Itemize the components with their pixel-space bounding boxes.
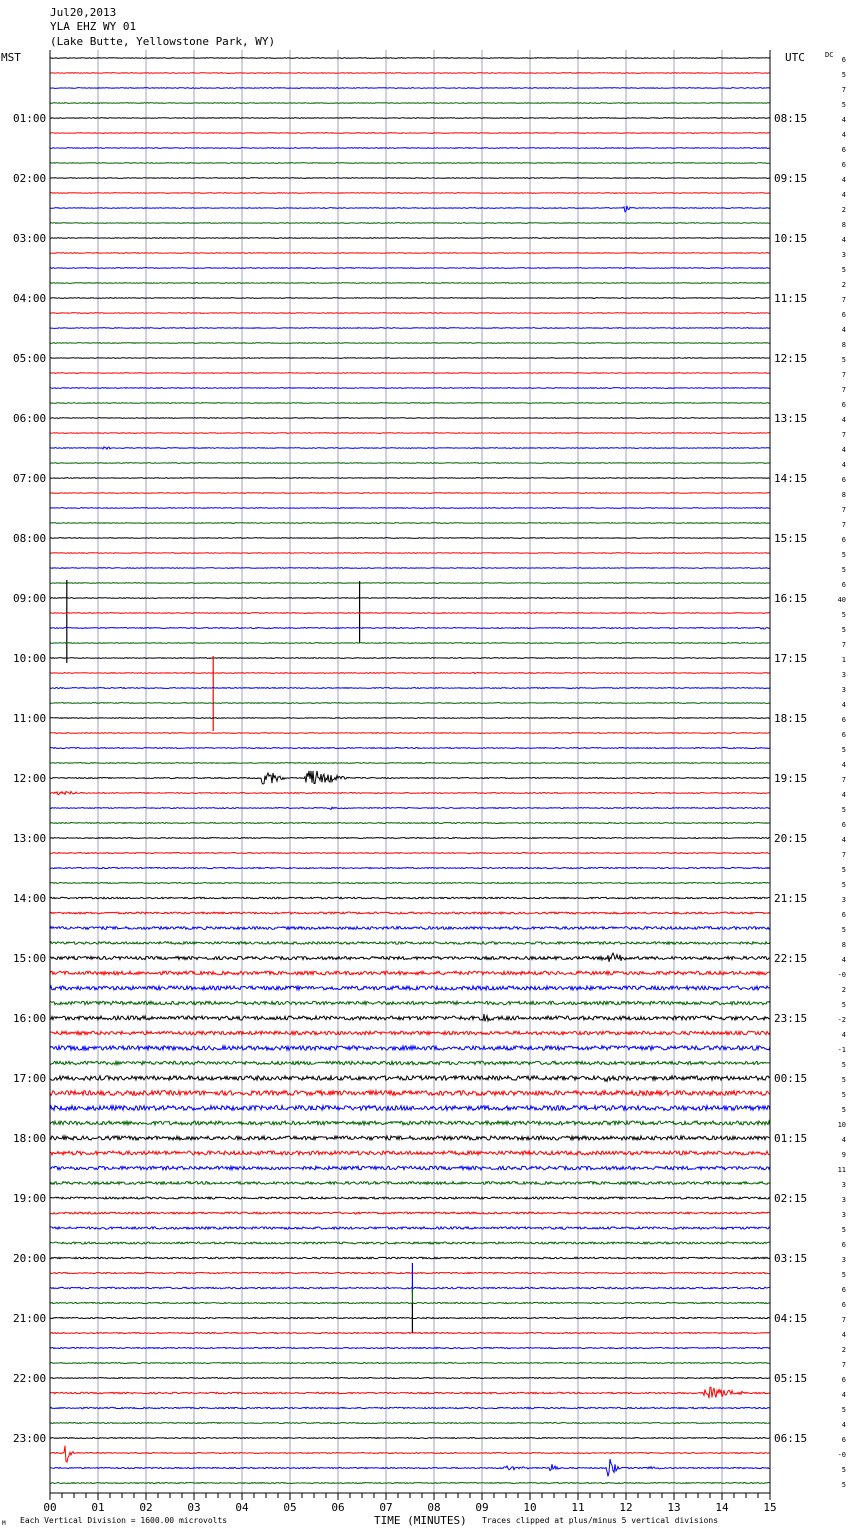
trace-line	[50, 328, 770, 329]
dc-value: 7	[841, 1316, 846, 1324]
trace-line	[50, 598, 770, 599]
trace-line	[50, 193, 770, 194]
trace-line	[50, 1317, 770, 1318]
trace-line	[50, 1446, 770, 1462]
dc-value: 4	[841, 461, 846, 469]
trace-line	[50, 1459, 770, 1476]
dc-value: 3	[841, 686, 846, 694]
right-time-label: 14:15	[774, 472, 808, 485]
right-time-label: 15:15	[774, 532, 808, 545]
dc-value: 6	[841, 1436, 846, 1444]
trace-line	[50, 538, 770, 539]
dc-value: 3	[841, 896, 846, 904]
x-tick-label: 09	[475, 1501, 489, 1514]
dc-value: -0	[837, 1451, 846, 1459]
trace-line	[50, 771, 770, 784]
right-time-label: 05:15	[774, 1372, 808, 1385]
trace-line	[50, 1061, 770, 1065]
dc-value: 4	[841, 191, 846, 199]
dc-value: 5	[841, 626, 846, 634]
left-time-label: 05:00	[13, 352, 47, 365]
dc-value: 3	[841, 251, 846, 259]
trace-line	[50, 1001, 770, 1005]
dc-value: 4	[841, 446, 846, 454]
trace-line	[50, 223, 770, 224]
trace-line	[50, 298, 770, 299]
dc-value: 7	[841, 776, 846, 784]
axis-labels	[13, 56, 846, 1514]
trace-line	[50, 1287, 770, 1289]
right-time-label: 17:15	[774, 652, 808, 665]
left-time-label: 06:00	[13, 412, 47, 425]
dc-value: 6	[841, 476, 846, 484]
left-time-label: 10:00	[13, 652, 47, 665]
trace-line	[50, 1046, 770, 1050]
dc-value: 7	[841, 641, 846, 649]
right-time-label: 01:15	[774, 1132, 808, 1145]
right-time-label: 00:15	[774, 1072, 808, 1085]
trace-line	[50, 1363, 770, 1364]
dc-value: 3	[841, 1196, 846, 1204]
dc-value: 40	[837, 596, 846, 604]
dc-value: 6	[841, 146, 846, 154]
dc-value: 6	[841, 56, 846, 64]
x-tick-label: 13	[667, 1501, 681, 1514]
trace-line	[50, 1227, 770, 1229]
dc-value: 5	[841, 551, 846, 559]
trace-line	[50, 613, 770, 614]
left-time-label: 18:00	[13, 1132, 47, 1145]
x-tick-label: 00	[43, 1501, 57, 1514]
right-time-label: 12:15	[774, 352, 808, 365]
dc-value: 4	[841, 1391, 846, 1399]
trace-line	[50, 1166, 770, 1170]
right-time-label: 11:15	[774, 292, 808, 305]
dc-value: -0	[837, 971, 846, 979]
dc-value: 4	[841, 701, 846, 709]
trace-line	[50, 388, 770, 389]
trace-line	[50, 1212, 770, 1214]
trace-line	[50, 1423, 770, 1424]
dc-value: 6	[841, 1376, 846, 1384]
trace-line	[50, 1257, 770, 1259]
trace-line	[50, 133, 770, 134]
dc-value: 7	[841, 296, 846, 304]
trace-line	[50, 1332, 770, 1333]
dc-value: 7	[841, 1361, 846, 1369]
dc-value: 4	[841, 791, 846, 799]
x-tick-label: 01	[91, 1501, 105, 1514]
dc-value: 5	[841, 1106, 846, 1114]
trace-line	[50, 1387, 770, 1398]
trace-line	[50, 163, 770, 164]
dc-value: 5	[841, 746, 846, 754]
x-tick-label: 04	[235, 1501, 249, 1514]
trace-line	[50, 238, 770, 239]
trace-line	[50, 688, 770, 689]
dc-value: 1	[841, 656, 846, 664]
dc-value: 4	[841, 236, 846, 244]
x-tick-label: 11	[571, 1501, 585, 1514]
dc-value: 5	[841, 611, 846, 619]
trace-line	[50, 1242, 770, 1244]
trace-line	[50, 1407, 770, 1408]
left-time-label: 14:00	[13, 892, 47, 905]
trace-line	[50, 1151, 770, 1155]
x-tick-label: 15	[763, 1501, 777, 1514]
dc-value: 3	[841, 1181, 846, 1189]
dc-value: 6	[841, 911, 846, 919]
left-time-label: 04:00	[13, 292, 47, 305]
trace-line	[50, 103, 770, 104]
trace-line	[50, 748, 770, 749]
trace-line	[50, 418, 770, 419]
trace-line	[50, 447, 770, 449]
trace-line	[50, 838, 770, 839]
trace-line	[50, 1347, 770, 1348]
dc-value: 4	[841, 131, 846, 139]
x-tick-label: 12	[619, 1501, 633, 1514]
dc-value: 6	[841, 731, 846, 739]
vertical-gridlines	[50, 50, 770, 1493]
trace-line	[50, 73, 770, 74]
x-tick-label: 08	[427, 1501, 441, 1514]
dc-value: 4	[841, 1421, 846, 1429]
trace-line	[50, 206, 770, 212]
x-tick-label: 06	[331, 1501, 345, 1514]
header-location: (Lake Butte, Yellowstone Park, WY)	[50, 35, 276, 48]
dc-value: 4	[841, 761, 846, 769]
dc-value: 6	[841, 1241, 846, 1249]
dc-value: 6	[841, 1301, 846, 1309]
dc-value: 5	[841, 1076, 846, 1084]
trace-line	[50, 253, 770, 254]
dc-value: 7	[841, 371, 846, 379]
trace-line	[50, 986, 770, 990]
trace-line	[50, 1272, 770, 1273]
right-timezone-label: UTC	[785, 51, 805, 64]
dc-value: 5	[841, 1001, 846, 1009]
trace-line	[50, 853, 770, 854]
trace-line	[50, 373, 770, 374]
dc-value: 5	[841, 1481, 846, 1489]
trace-line	[50, 927, 770, 930]
dc-value: 2	[841, 206, 846, 214]
left-time-label: 16:00	[13, 1012, 47, 1025]
trace-line	[50, 672, 770, 673]
dc-value: 3	[841, 1256, 846, 1264]
dc-value: 7	[841, 386, 846, 394]
right-time-label: 20:15	[774, 832, 808, 845]
right-time-label: 21:15	[774, 892, 808, 905]
trace-line	[50, 897, 770, 899]
trace-line	[50, 1483, 770, 1484]
dc-value: 5	[841, 266, 846, 274]
left-time-label: 01:00	[13, 112, 47, 125]
dc-value: 6	[841, 536, 846, 544]
right-time-label: 22:15	[774, 952, 808, 965]
trace-line	[50, 1302, 770, 1303]
left-time-label: 07:00	[13, 472, 47, 485]
trace-line	[50, 1136, 770, 1140]
trace-line	[50, 553, 770, 554]
dc-value: 6	[841, 581, 846, 589]
dc-value: 4	[841, 1331, 846, 1339]
trace-line	[50, 658, 770, 659]
dc-value: 4	[841, 1136, 846, 1144]
left-time-label: 17:00	[13, 1072, 47, 1085]
right-time-label: 09:15	[774, 172, 808, 185]
right-time-label: 06:15	[774, 1432, 808, 1445]
trace-line	[50, 1014, 770, 1021]
trace-line	[50, 883, 770, 884]
right-time-label: 10:15	[774, 232, 808, 245]
trace-line	[50, 1106, 770, 1111]
corner-mark: M	[2, 1520, 6, 1527]
left-time-label: 12:00	[13, 772, 47, 785]
dc-value: 5	[841, 866, 846, 874]
x-axis-title: TIME (MINUTES)	[374, 1514, 467, 1527]
dc-value: 6	[841, 821, 846, 829]
dc-value: 5	[841, 356, 846, 364]
dc-value: 5	[841, 71, 846, 79]
trace-line	[50, 628, 770, 630]
dc-value: 4	[841, 836, 846, 844]
trace-line	[50, 763, 770, 764]
left-time-label: 13:00	[13, 832, 47, 845]
trace-line	[50, 912, 770, 914]
dc-value: 4	[841, 116, 846, 124]
trace-line	[50, 358, 770, 359]
dc-value: 6	[841, 716, 846, 724]
trace-line	[50, 823, 770, 824]
trace-line	[50, 1076, 770, 1082]
left-time-label: 23:00	[13, 1432, 47, 1445]
right-time-label: 13:15	[774, 412, 808, 425]
dc-value: 4	[841, 1031, 846, 1039]
dc-value: 6	[841, 161, 846, 169]
left-time-label: 22:00	[13, 1372, 47, 1385]
dc-value: 3	[841, 1211, 846, 1219]
dc-value: 7	[841, 86, 846, 94]
trace-line	[50, 807, 770, 809]
dc-value: 5	[841, 926, 846, 934]
trace-line	[50, 463, 770, 464]
header-station: YLA EHZ WY 01	[50, 20, 137, 33]
x-tick-label: 05	[283, 1501, 297, 1514]
right-time-label: 18:15	[774, 712, 808, 725]
trace-line	[50, 508, 770, 509]
trace-line	[50, 718, 770, 719]
trace-line	[50, 58, 770, 59]
trace-line	[50, 403, 770, 404]
dc-value: 8	[841, 221, 846, 229]
dc-value: 8	[841, 941, 846, 949]
trace-line	[50, 178, 770, 179]
trace-line	[50, 703, 770, 704]
dc-value: 5	[841, 1466, 846, 1474]
left-time-label: 08:00	[13, 532, 47, 545]
trace-line	[50, 268, 770, 269]
left-time-label: 19:00	[13, 1192, 47, 1205]
dc-value: 10	[837, 1121, 846, 1129]
left-time-label: 15:00	[13, 952, 47, 965]
dc-value: 9	[841, 1151, 846, 1159]
trace-line	[50, 283, 770, 284]
left-time-label: 21:00	[13, 1312, 47, 1325]
dc-value: 5	[841, 1406, 846, 1414]
dc-value: 8	[841, 341, 846, 349]
trace-line	[50, 1121, 770, 1125]
left-time-label: 03:00	[13, 232, 47, 245]
trace-line	[50, 942, 770, 945]
dc-value: 7	[841, 521, 846, 529]
left-time-label: 02:00	[13, 172, 47, 185]
right-time-label: 03:15	[774, 1252, 808, 1265]
dc-value: 5	[841, 881, 846, 889]
dc-value: 2	[841, 1346, 846, 1354]
trace-line	[50, 493, 770, 494]
x-tick-label: 03	[187, 1501, 201, 1514]
dc-value: 4	[841, 176, 846, 184]
trace-line	[50, 1091, 770, 1096]
right-time-label: 04:15	[774, 1312, 808, 1325]
dc-header-label: DC	[825, 51, 834, 59]
dc-value: -2	[837, 1016, 846, 1024]
trace-line	[50, 971, 770, 975]
right-time-label: 16:15	[774, 592, 808, 605]
trace-line	[50, 478, 770, 479]
trace-line	[50, 433, 770, 434]
left-time-label: 20:00	[13, 1252, 47, 1265]
dc-value: 3	[841, 671, 846, 679]
dc-value: 5	[841, 806, 846, 814]
trace-line	[50, 583, 770, 584]
dc-value: 11	[837, 1166, 846, 1174]
trace-line	[50, 88, 770, 89]
x-tick-label: 10	[523, 1501, 537, 1514]
dc-value: 6	[841, 311, 846, 319]
trace-line	[50, 867, 770, 868]
clipping-note: Traces clipped at plus/minus 5 vertical divisions	[482, 1516, 719, 1525]
dc-value: 2	[841, 281, 846, 289]
dc-value: 4	[841, 416, 846, 424]
right-time-label: 23:15	[774, 1012, 808, 1025]
dc-value: 5	[841, 1091, 846, 1099]
trace-line	[50, 313, 770, 314]
x-tick-label: 14	[715, 1501, 729, 1514]
seismic-traces	[50, 58, 770, 1484]
dc-value: 4	[841, 956, 846, 964]
trace-line	[50, 1031, 770, 1035]
trace-line	[50, 523, 770, 524]
right-time-label: 19:15	[774, 772, 808, 785]
trace-line	[50, 1378, 770, 1379]
right-time-label: 02:15	[774, 1192, 808, 1205]
dc-value: 2	[841, 986, 846, 994]
dc-value: 7	[841, 431, 846, 439]
trace-line	[50, 343, 770, 344]
dc-value: 7	[841, 506, 846, 514]
header-date: Jul20,2013	[50, 6, 117, 19]
dc-value: 7	[841, 851, 846, 859]
dc-value: 5	[841, 101, 846, 109]
trace-line	[50, 568, 770, 569]
dc-value: 5	[841, 1061, 846, 1069]
dc-value: 6	[841, 1286, 846, 1294]
trace-line	[50, 643, 770, 644]
dc-value: 5	[841, 1271, 846, 1279]
trace-line	[50, 1438, 770, 1439]
trace-line	[50, 791, 770, 794]
trace-line	[50, 733, 770, 734]
trace-line	[50, 953, 770, 962]
left-time-label: 11:00	[13, 712, 47, 725]
dc-value: 6	[841, 401, 846, 409]
dc-value: 4	[841, 326, 846, 334]
trace-line	[50, 118, 770, 119]
dc-value: -1	[837, 1046, 846, 1054]
dc-value: 8	[841, 491, 846, 499]
x-tick-label: 07	[379, 1501, 393, 1514]
left-time-label: 09:00	[13, 592, 47, 605]
trace-line	[50, 1182, 770, 1185]
left-timezone-label: MST	[1, 51, 21, 64]
x-tick-label: 02	[139, 1501, 153, 1514]
dc-value: 5	[841, 566, 846, 574]
trace-line	[50, 148, 770, 149]
vertical-division-note: Each Vertical Division = 1600.00 microvolts	[20, 1516, 228, 1525]
dc-value: 5	[841, 1226, 846, 1234]
trace-line	[50, 1197, 770, 1199]
right-time-label: 08:15	[774, 112, 808, 125]
